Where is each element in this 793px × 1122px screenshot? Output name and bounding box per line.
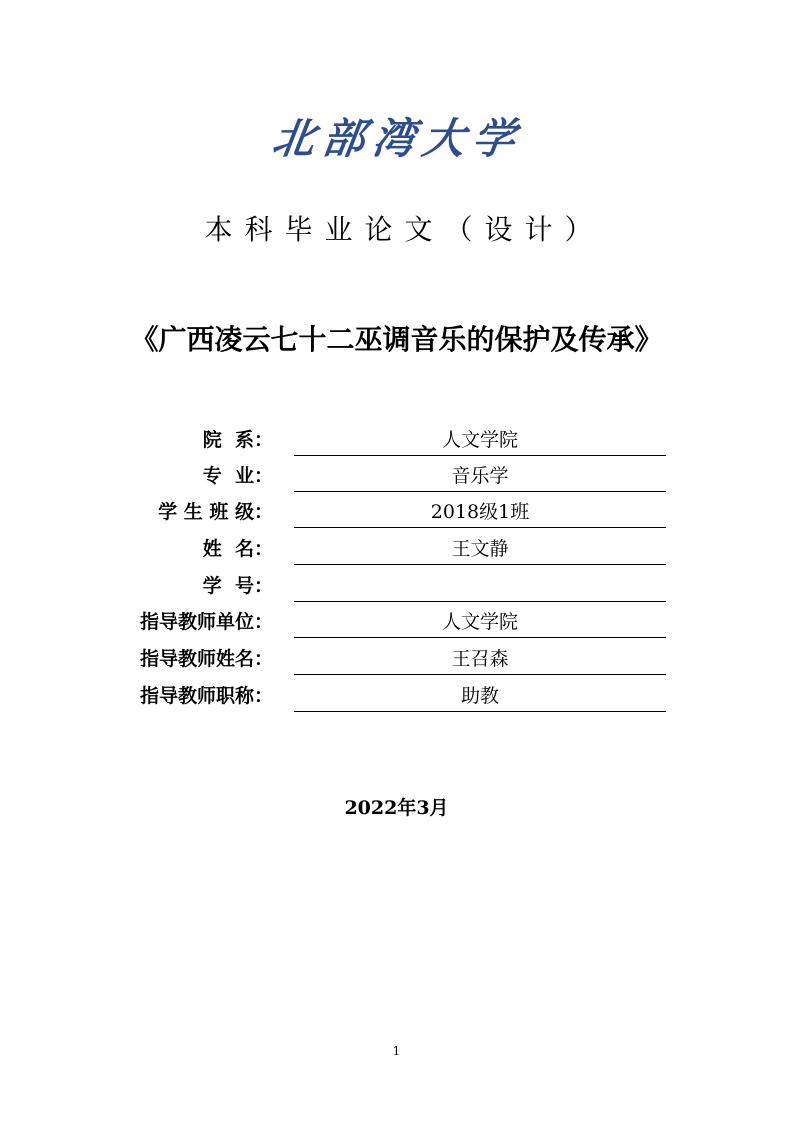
info-label: 院 系： <box>202 429 273 451</box>
info-value: 音乐学 <box>451 465 509 487</box>
info-value: 人文学院 <box>441 429 518 451</box>
underline <box>294 711 666 712</box>
info-value: 2018级1班 <box>430 501 530 523</box>
info-label: 专 业： <box>202 465 273 487</box>
underline <box>294 674 666 675</box>
info-label: 指导教师职称： <box>139 685 273 707</box>
info-row-major <box>0 456 793 492</box>
info-row-name <box>0 529 793 565</box>
info-row-advisor-title <box>0 676 793 712</box>
info-label: 指导教师单位： <box>139 611 273 633</box>
info-label: 学 号： <box>202 575 273 597</box>
university-logo <box>264 106 532 166</box>
info-row-advisor-unit <box>0 602 793 638</box>
info-value: 助教 <box>460 685 499 707</box>
underline <box>294 527 666 528</box>
info-label: 指导教师姓名： <box>139 648 273 670</box>
underline <box>294 564 666 565</box>
info-value: 王文静 <box>451 538 509 560</box>
submission-date: 2022年3月 <box>344 797 449 819</box>
page-number: 1 <box>392 1044 401 1058</box>
info-label: 姓 名： <box>202 538 273 560</box>
logo-text: 北部湾大学 <box>269 114 527 163</box>
info-row-student-id <box>0 566 793 602</box>
underline <box>294 637 666 638</box>
document-type: 本科毕业论文（设计） <box>204 213 605 246</box>
info-value: 人文学院 <box>441 611 518 633</box>
info-row-class <box>0 492 793 528</box>
thesis-title: 《广西凌云七十二巫调音乐的保护及传承》 <box>130 323 663 356</box>
info-label: 学 生 班 级： <box>158 501 273 523</box>
info-value: 王召森 <box>451 648 509 670</box>
info-row-advisor-name <box>0 639 793 675</box>
info-row-department <box>0 420 793 456</box>
